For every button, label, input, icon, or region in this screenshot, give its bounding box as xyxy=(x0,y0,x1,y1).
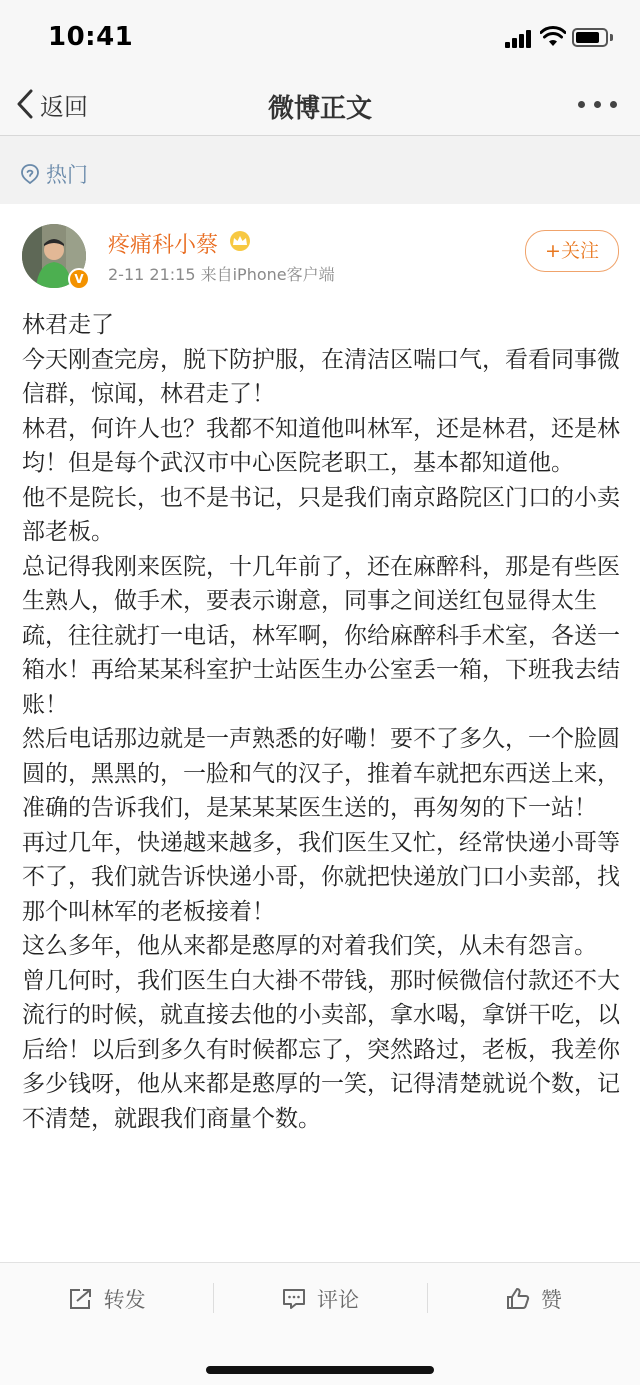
post-paragraph: 林君走了 xyxy=(22,312,114,338)
post-paragraph: 他不是院长，也不是书记，只是我们南京路院区门口的小卖部老板。 xyxy=(22,484,620,545)
like-button[interactable] xyxy=(427,1263,640,1334)
comment-label: 评论 xyxy=(316,1287,359,1312)
post-paragraph: 今天刚查完房，脱下防护服，在清洁区喘口气，看看同事微信群，惊闻，林君走了！ xyxy=(22,346,620,407)
status-time: 10:41 xyxy=(48,22,134,52)
home-area xyxy=(0,1334,640,1385)
post-paragraph: 曾几何时，我们医生白大褂不带钱，那时候微信付款还不大流行的时候，就直接去他的小卖部，拿水喝，拿饼干吃，以后给！以后到多久有时候都忘了，突然路过，老板，我差你多少钱呀，他从来都是憨厚的一笑，记得清楚就说个数，记不清楚，就跟我们商量个数。 xyxy=(22,967,620,1132)
post-body xyxy=(22,308,622,1136)
hot-tag[interactable] xyxy=(0,152,640,196)
post-card xyxy=(0,204,640,1262)
page-title: 微博正文 xyxy=(267,94,372,124)
post-paragraph: 然后电话那边就是一声熟悉的好嘞！要不了多久，一个脸圆圆的，黑黑的，一脸和气的汉子，推着车就把东西送上来，准确的告诉我们，是某某某医生送的，再匆匆的下一站！ xyxy=(22,726,620,821)
back-label: 返回 xyxy=(40,92,88,121)
post-paragraph: 再过几年，快递越来越多，我们医生又忙，经常快递小哥等不了，我们就告诉快递小哥，你就把快递放门口小卖部，找那个叫林军的老板接着！ xyxy=(22,829,620,925)
hot-label: 热门 xyxy=(46,163,88,187)
author-name[interactable]: 疼痛科小蔡 xyxy=(108,233,219,258)
thumbs-up-icon xyxy=(505,1287,531,1311)
wifi-icon xyxy=(540,26,566,48)
signal-icon xyxy=(505,30,533,48)
like-label: 赞 xyxy=(540,1287,562,1312)
hot-icon xyxy=(20,163,40,185)
battery-level xyxy=(576,32,599,43)
nav-bar xyxy=(0,72,640,136)
post-meta: 2-11 21:15 来自iPhone客户端 xyxy=(108,265,335,284)
post-paragraph: 这么多年，他从来都是憨厚的对着我们笑，从未有怨言。 xyxy=(22,933,597,959)
repost-icon xyxy=(68,1287,94,1311)
repost-button[interactable] xyxy=(0,1263,213,1334)
status-bar xyxy=(0,0,640,72)
repost-label: 转发 xyxy=(103,1287,146,1312)
battery-icon xyxy=(572,28,608,47)
home-indicator[interactable] xyxy=(206,1366,434,1374)
follow-button[interactable]: +关注 xyxy=(525,230,619,272)
post-paragraph: 林君，何许人也？我都不知道他叫林军，还是林君，还是林均！但是每个武汉市中心医院老职工，基本都知道他。 xyxy=(22,415,620,476)
verified-badge-icon: V xyxy=(68,268,90,290)
post-paragraph: 总记得我刚来医院，十几年前了，还在麻醉科，那是有些医生熟人，做手术，要表示谢意，同事之间送红包显得太生疏，往往就打一电话，林军啊，你给麻醉科手术室，各送一箱水！再给某某科室护士站医生办公室丢一箱，下班我去结账！ xyxy=(22,553,620,718)
battery-tip xyxy=(610,34,613,41)
more-options-icon[interactable] xyxy=(576,98,620,110)
comment-button[interactable] xyxy=(213,1263,426,1334)
crown-icon xyxy=(228,230,252,252)
comment-icon xyxy=(281,1287,307,1311)
action-bar xyxy=(0,1262,640,1334)
